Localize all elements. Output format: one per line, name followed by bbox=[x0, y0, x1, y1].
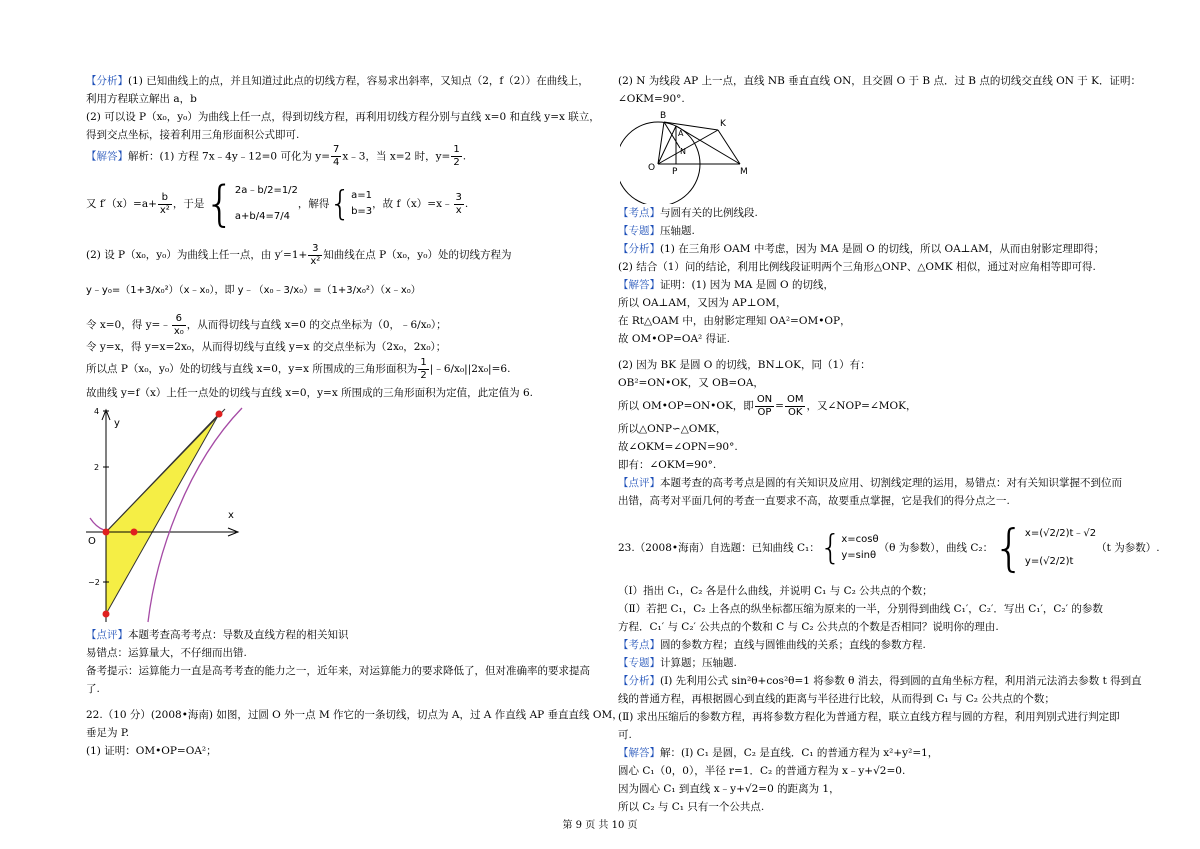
proof2-line-4: 所以△ONP∽△OMK， bbox=[618, 423, 727, 435]
jieda2-label: 【解答】 bbox=[618, 747, 660, 759]
tick-m2-label: −2 bbox=[88, 578, 100, 587]
x-axis-label: x bbox=[228, 510, 234, 521]
question23-part2-line-2: 方程．C₁′ 与 C₂′ 公共点的个数和 C 与 C₂ 公共点的个数是否相同？说明你的理由. bbox=[618, 621, 999, 633]
segment-bk bbox=[664, 122, 718, 130]
equation-system-2: { a=1 b=3 bbox=[329, 184, 373, 224]
analysis-line-1: 【分析】(1) 已知曲线上的点，并且知道过此点的切线方程，容易求出斜率，又知点（2，f（2））在曲线上， bbox=[86, 75, 589, 87]
kaodian2-label: 【考点】 bbox=[618, 639, 660, 651]
fraction: $\frac{6}{\text{x₀}}$ bbox=[173, 312, 184, 337]
point-origin bbox=[103, 529, 110, 536]
mistake-line: 易错点：运算量大，不仔细而出错. bbox=[86, 647, 247, 659]
intersect-x0-line: 令 x=0，得 y=﹣ $\frac{6}{\text{x₀}}$ ，从而得切线与直线 x=0 的交点坐标为（0，﹣6/x₀）； bbox=[86, 312, 447, 337]
conclusion-line: 故曲线 y=f（x）上任一点处的切线与直线 x=0，y=x 所围成的三角形面积为定值，此定值为 6. bbox=[86, 387, 533, 399]
fraction: $\frac{3}{\text{x²}}$ bbox=[310, 242, 321, 267]
proof2-line-6: 即有：∠OKM=90°. bbox=[618, 459, 717, 471]
proof2-line-3: 所以 OM•OP=ON•OK，即 $\frac{ON}{OP}$ = $\frac{OM}{OK}$ ，又∠NOP=∠MOK， bbox=[618, 393, 917, 418]
function-graph bbox=[86, 406, 286, 626]
comment-line: 【点评】本题考查高考考点：导数及直线方程的相关知识 bbox=[86, 629, 349, 641]
y-axis-label: y bbox=[114, 418, 120, 429]
point-top bbox=[216, 411, 223, 418]
fraction: $\frac{b}{\text{x²}}$ bbox=[159, 191, 170, 216]
jieda-line-2: 所以 OA⊥AM，又因为 AP⊥OM， bbox=[618, 297, 787, 309]
label-m: M bbox=[740, 167, 748, 177]
question23-part1: （Ⅰ）指出 C₁，C₂ 各是什么曲线，并说明 C₁ 与 C₂ 公共点的个数； bbox=[618, 585, 933, 597]
solution-label: 【解答】 bbox=[86, 150, 128, 163]
kaodian2-line: 【考点】圆的参数方程；直线与圆锥曲线的关系；直线的参数方程. bbox=[618, 639, 926, 651]
analysis-label: 【分析】 bbox=[86, 75, 128, 87]
fraction: $\frac{ON}{OP}$ bbox=[756, 393, 773, 418]
area-line: 所以点 P（x₀，y₀）处的切线与直线 x=0，y=x 所围成的三角形面积为 $\frac{1}{2}$ |﹣6/x₀||2x₀|=6. bbox=[86, 356, 511, 381]
zhuanti-label: 【专题】 bbox=[618, 225, 660, 237]
kaodian-line: 【考点】与圆有关的比例线段. bbox=[618, 207, 758, 219]
label-k: K bbox=[720, 119, 726, 129]
line-y-eq-x bbox=[106, 409, 225, 532]
question22-line-1: 22.（10 分）(2008•海南) 如图，过圆 O 外一点 M 作它的一条切线，切点为 A，过 A 作直线 AP 垂直直线 OM， bbox=[86, 709, 623, 721]
fenxi-label: 【分析】 bbox=[618, 243, 660, 255]
proof2-line-2: OB²=ON•OK，又 OB=OA， bbox=[618, 377, 764, 389]
tip-line-1: 备考提示：运算能力一直是高考考查的能力之一，近年来，对运算能力的要求降低了，但对准确率的要求提高 bbox=[86, 665, 590, 677]
tip-line-2: 了. bbox=[86, 683, 100, 695]
jieda2-line-1: 【解答】解：(Ⅰ) C₁ 是圆，C₂ 是直线．C₁ 的普通方程为 x²+y²=1， bbox=[618, 747, 939, 759]
jieda2-line-2: 圆心 C₁（0，0），半径 r=1．C₂ 的普通方程为 x﹣y+√2=0. bbox=[618, 765, 906, 777]
right-column bbox=[618, 72, 1160, 816]
fraction: $\frac{7}{4}$ bbox=[333, 144, 340, 168]
zhuanti2-line: 【专题】计算题；压轴题. bbox=[618, 657, 737, 669]
question23-line: 23.（2008•海南）自选题：已知曲线 C₁： { x=cosθ y=sinθ （θ 为参数），曲线 C₂： { x=(√2/2)t﹣√2 y=(√2/2)t （t 为参数）. bbox=[618, 519, 1160, 577]
circle-figure bbox=[620, 108, 760, 204]
fenxi2-line-3: (Ⅱ) 求出压缩后的参数方程，再将参数方程化为普通方程，联立直线方程与圆的方程，利用判别式进行判定即 bbox=[618, 711, 1120, 723]
tick-4-label: 4 bbox=[94, 407, 100, 416]
label-n: N bbox=[680, 147, 686, 156]
dianping-label: 【点评】 bbox=[618, 477, 660, 489]
proof2-line-1: (2) 因为 BK 是圆 O 的切线，BN⊥OK，同（1）有： bbox=[618, 359, 871, 371]
part2-line: (2) 设 P（x₀，y₀）为曲线上任一点，由 y′=1+ $\frac{3}{\text{x²}}$ 知曲线在点 P（x₀，y₀）处的切线方程为 bbox=[86, 242, 512, 267]
equation-system-1: { 2a﹣b/2=1/2 a+b/4=7/4 bbox=[204, 176, 298, 232]
question22-part2-line-2: ∠OKM=90°. bbox=[618, 93, 685, 105]
label-o: O bbox=[648, 163, 656, 173]
segment-km bbox=[718, 130, 740, 164]
function-curve-lower bbox=[90, 518, 104, 530]
fraction: $\frac{3}{x}$ bbox=[455, 191, 462, 216]
tick-2-label: 2 bbox=[94, 463, 100, 472]
solution-line-1: 【解答】解析：(1) 方程 7x﹣4y﹣12=0 可化为 y= $\frac{7}{4}$ x﹣3，当 x=2 时，y= $\frac{1}{2}$ . bbox=[86, 144, 467, 168]
question22-part2-line-1: (2) N 为线段 AP 上一点，直线 NB 垂直直线 ON，且交圆 O 于 B 点．过 B 点的切线交直线 ON 于 K．证明： bbox=[618, 75, 1141, 87]
solution-system-line: 又 f′（x）=a+ $\frac{b}{\text{x²}}$ ，于是 { 2a﹣b/2=1/2 a+b/4=7/4 ，解得 { a=1 b=3 ，故 f（x）=x﹣ $\frac{3}{x}$ . bbox=[86, 176, 469, 232]
question23-part2-line-1: （Ⅱ）若把 C₁，C₂ 上各点的纵坐标都压缩为原来的一半，分别得到曲线 C₁′，C₂′．写出 C₁′，C₂′ 的参数 bbox=[618, 603, 1103, 615]
page-footer: 第 9 页 共 10 页 bbox=[562, 820, 638, 831]
kaodian-label: 【考点】 bbox=[618, 207, 660, 219]
jieda-line-1: 【解答】证明：(1) 因为 MA 是圆 O 的切线， bbox=[618, 279, 835, 291]
fraction: $\frac{OM}{OK}$ bbox=[786, 393, 804, 418]
dianping-line-2: 出错，高考对平面几何的考查一直要求不高，故要重点掌握，它是我们的得分点之一. bbox=[618, 495, 1010, 507]
intersect-yx-line: 令 y=x，得 y=x=2x₀，从而得切线与直线 y=x 的交点坐标为（2x₀，2x₀）； bbox=[86, 341, 447, 353]
proof2-line-5: 故∠OKM=∠OPN=90°. bbox=[618, 441, 738, 453]
point-tangency bbox=[131, 529, 138, 536]
zhuanti2-label: 【专题】 bbox=[618, 657, 660, 669]
fenxi2-line-1: 【分析】(Ⅰ) 先利用公式 sin²θ+cos²θ=1 将参数 θ 消去，得到圆的直角坐标方程，利用消元法消去参数 t 得到直 bbox=[618, 675, 1142, 687]
fenxi-line-1: 【分析】(1) 在三角形 OAM 中考虑，因为 MA 是圆 O 的切线，所以 OA⊥AM，从而由射影定理即得； bbox=[618, 243, 1105, 255]
jieda2-line-3: 因为圆心 C₁ 到直线 x﹣y+√2=0 的距离为 1， bbox=[618, 783, 840, 795]
jieda2-line-4: 所以 C₂ 与 C₁ 只有一个公共点. bbox=[618, 801, 765, 813]
label-a: A bbox=[678, 129, 684, 138]
zhuanti-line: 【专题】压轴题. bbox=[618, 225, 695, 237]
jieda-label: 【解答】 bbox=[618, 279, 660, 291]
analysis-line-2: 利用方程联立解出 a，b bbox=[86, 93, 197, 105]
fraction: $\frac{1}{2}$ bbox=[420, 356, 427, 381]
question22-line-2: 垂足为 P. bbox=[86, 727, 130, 739]
left-column bbox=[86, 72, 623, 760]
fenxi2-line-4: 可. bbox=[618, 729, 632, 741]
fraction: $\frac{1}{2}$ bbox=[453, 144, 460, 168]
analysis-line-4: 得到交点坐标，接着利用三角形面积公式即可. bbox=[86, 129, 300, 141]
analysis-line-3: (2) 可以设 P（x₀，y₀）为曲线上任一点，得到切线方程，再利用切线方程分别与直线 x=0 和直线 y=x 联立， bbox=[86, 111, 600, 123]
curve-c1-system: { x=cosθ y=sinθ bbox=[819, 528, 879, 568]
fenxi2-label: 【分析】 bbox=[618, 675, 660, 687]
jieda-line-4: 故 OM•OP=OA² 得证. bbox=[618, 333, 730, 345]
label-p: P bbox=[672, 167, 678, 177]
curve-c2-system: { x=(√2/2)t﹣√2 y=(√2/2)t bbox=[993, 519, 1097, 577]
comment-label: 【点评】 bbox=[86, 629, 128, 641]
origin-label: O bbox=[88, 536, 96, 547]
fenxi-line-2: (2) 结合（1）问的结论，利用比例线段证明两个三角形△ONP、△OMK 相似，通过对应角相等即可得. bbox=[618, 261, 1096, 273]
point-bottom bbox=[103, 611, 110, 618]
dianping-line-1: 【点评】本题考查的高考考点是圆的有关知识及应用、切割线定理的运用，易错点：对有关知识掌握不到位而 bbox=[618, 477, 1122, 489]
jieda-line-3: 在 Rt△OAM 中，由射影定理知 OA²=OM•OP， bbox=[618, 315, 851, 327]
label-b: B bbox=[660, 111, 667, 121]
tangent-equation: y﹣y₀=（1+3/x₀²）（x﹣x₀），即 y﹣（x₀﹣3/x₀）=（1+3/x₀²）（x﹣x₀） bbox=[86, 285, 421, 296]
question22-line-3: (1) 证明：OM•OP=OA²； bbox=[86, 745, 217, 757]
segment-am bbox=[676, 126, 740, 164]
fenxi2-line-2: 线的普通方程，再根据圆心到直线的距离与半径进行比较，从而得到 C₁ 与 C₂ 公共点的个数； bbox=[618, 693, 1055, 705]
